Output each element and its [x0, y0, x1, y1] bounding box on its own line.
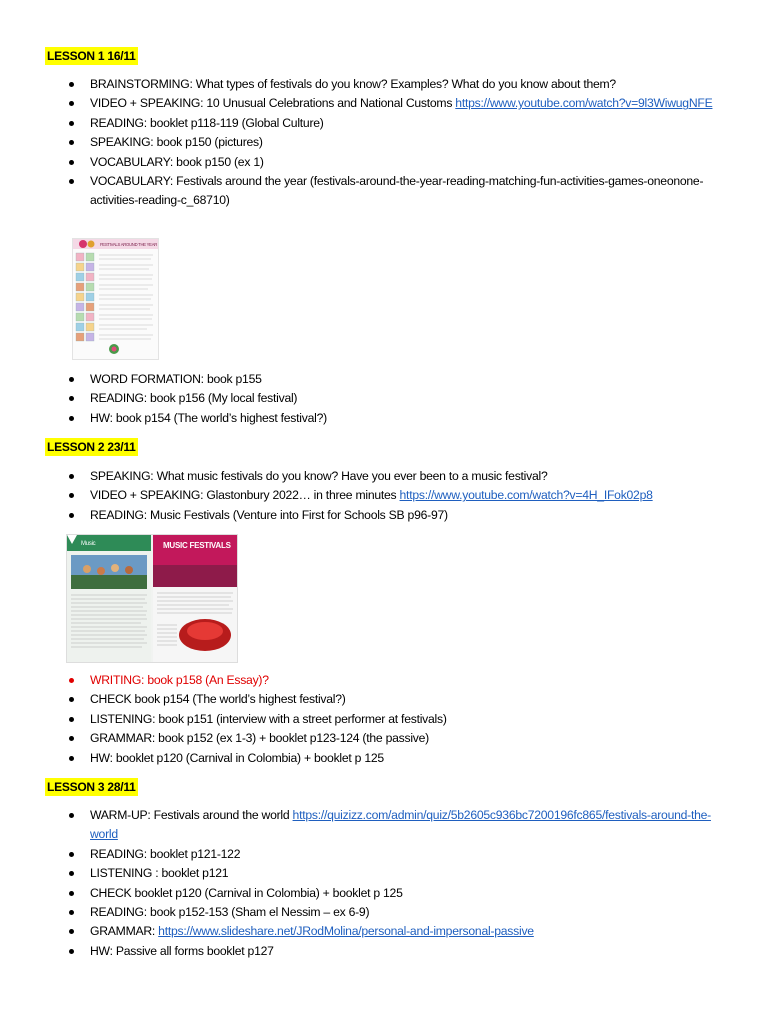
list-item: [0, 690, 768, 709]
list-item-text: SPEAKING: What music festivals do you know? Have you ever been to a music festival?: [90, 469, 548, 483]
festivals-worksheet-thumbnail: [72, 238, 159, 360]
bullet-icon: [69, 697, 74, 702]
list-item: [0, 671, 768, 690]
worksheet-title: FESTIVALS AROUND THE YEAR: [100, 242, 158, 247]
lesson-2-heading: LESSON 2 23/11: [47, 440, 136, 454]
list-item: [0, 133, 768, 152]
list-item: [0, 845, 768, 864]
list-item: [0, 486, 768, 505]
bullet-icon: [69, 179, 74, 184]
list-item-text: LISTENING : booklet p121: [90, 866, 229, 881]
list-item-text: VIDEO + SPEAKING: 10 Unusual Celebrations and National Customs: [90, 96, 456, 111]
list-item-text: SPEAKING: book p150 (pictures): [90, 135, 263, 150]
bullet-icon: [69, 871, 74, 876]
bullet-icon: [69, 891, 74, 896]
bullet-icon: [69, 396, 74, 401]
list-item: [0, 370, 768, 389]
list-item: [0, 922, 768, 941]
bullet-icon: [69, 736, 74, 741]
list-item-link[interactable]: https://quizizz.com/admin/quiz/5b2605c936bc7200196fc865/festivals-around-the-world: [90, 808, 711, 842]
bullet-icon: [69, 101, 74, 106]
list-item: [0, 729, 768, 748]
list-item-text: HW: booklet p120 (Carnival in Colombia) + booklet p 125: [90, 750, 384, 765]
list-item: [0, 467, 768, 486]
bullet-icon: [69, 929, 74, 934]
list-item-text: LISTENING: book p151 (interview with a street performer at festivals): [90, 711, 447, 726]
list-item: [0, 114, 768, 133]
magazine-tag: Music: [81, 541, 96, 547]
lesson-1-list: [0, 75, 768, 211]
bullet-icon: [69, 140, 74, 145]
lesson-2-list: [0, 467, 768, 525]
worksheet-illustration: [73, 239, 158, 359]
list-item-text: WORD FORMATION: book p155: [90, 372, 262, 386]
list-item-text: WRITING: book p158 (An Essay)?: [90, 673, 269, 687]
list-item: [0, 409, 768, 428]
bullet-icon: [69, 160, 74, 165]
list-item-text: CHECK booklet p120 (Carnival in Colombia) + booklet p 125: [90, 885, 403, 900]
list-item: [0, 153, 768, 172]
bullet-icon: [69, 474, 74, 479]
bullet-icon: [69, 910, 74, 915]
list-item-link[interactable]: https://www.youtube.com/watch?v=9l3WiwugNFE: [455, 96, 713, 111]
list-item-link[interactable]: https://www.slideshare.net/JRodMolina/personal-and-impersonal-passive: [158, 924, 534, 939]
list-item: [0, 75, 768, 94]
list-item-text: VOCABULARY: Festivals around the year (festivals-around-the-year-reading-matching-fun-activities-games-oneonone-activities-reading-c_68710): [90, 174, 704, 208]
list-item-text: BRAINSTORMING: What types of festivals do you know? Examples? What do you know about them?: [90, 77, 616, 91]
list-item: [0, 94, 768, 113]
bullet-icon: [69, 377, 74, 382]
lesson-1-heading: LESSON 1 16/11: [47, 49, 136, 63]
bullet-icon: [69, 678, 74, 683]
list-item: [0, 806, 768, 845]
list-item-text: VOCABULARY: book p150 (ex 1): [90, 154, 264, 169]
list-item-text: WARM-UP: Festivals around the world: [90, 808, 293, 822]
list-item: [0, 942, 768, 961]
lesson-3-heading: LESSON 3 28/11: [47, 780, 136, 794]
list-item-text: READING: booklet p118-119 (Global Culture): [90, 115, 324, 130]
list-item-text: READING: Music Festivals (Venture into First for Schools SB p96-97): [90, 507, 448, 522]
lesson-1-list-after: [0, 370, 768, 428]
list-item: [0, 389, 768, 408]
list-item-link[interactable]: https://www.youtube.com/watch?v=4H_IFok02p8: [399, 488, 653, 503]
list-item: [0, 506, 768, 525]
list-item-text: READING: book p152-153 (Sham el Nessim – ex 6-9): [90, 905, 370, 920]
bullet-icon: [69, 513, 74, 518]
music-festivals-page-thumbnail: [66, 534, 238, 663]
bullet-icon: [69, 852, 74, 857]
bullet-icon: [69, 756, 74, 761]
bullet-icon: [69, 416, 74, 421]
lesson-3-list: [0, 806, 768, 961]
bullet-icon: [69, 82, 74, 87]
bullet-icon: [69, 121, 74, 126]
list-item-text: CHECK book p154 (The world’s highest festival?): [90, 692, 346, 707]
bullet-icon: [69, 813, 74, 818]
bullet-icon: [69, 949, 74, 954]
lesson-2-list-after: [0, 671, 768, 768]
bullet-icon: [69, 493, 74, 498]
list-item-text: VIDEO + SPEAKING: Glastonbury 2022… in three minutes: [90, 488, 400, 503]
list-item-text: READING: book p156 (My local festival): [90, 391, 298, 406]
list-item-text: READING: booklet p121-122: [90, 846, 241, 861]
list-item: [0, 864, 768, 883]
list-item: [0, 172, 768, 211]
bullet-icon: [69, 717, 74, 722]
list-item-text: HW: book p154 (The world’s highest festival?): [90, 410, 327, 425]
list-item: [0, 884, 768, 903]
list-item-text: GRAMMAR: book p152 (ex 1-3) + booklet p123-124 (the passive): [90, 731, 429, 746]
list-item: [0, 710, 768, 729]
list-item: [0, 903, 768, 922]
list-item: [0, 749, 768, 768]
list-item-text: HW: Passive all forms booklet p127: [90, 943, 274, 958]
list-item-text: GRAMMAR:: [90, 924, 159, 939]
magazine-title: MUSIC FESTIVALS: [163, 541, 231, 550]
magazine-spread-illustration: [67, 535, 237, 662]
